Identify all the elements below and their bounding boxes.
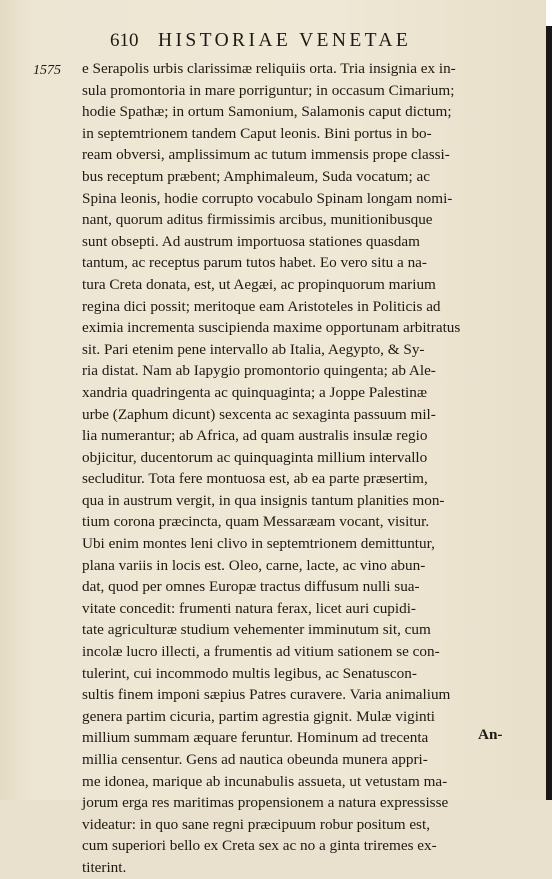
catchword: An- — [478, 726, 503, 743]
text-line: plana variis in locis est. Oleo, carne, lacte, ac vino abun- — [82, 556, 426, 574]
page-number: 610 — [110, 30, 139, 51]
text-line: urbe (Zaphum dicunt) sexcenta ac sexaginta passuum mil- — [82, 405, 436, 423]
text-line: tantum, ac receptus parum tutos habet. Eo vero situ a na- — [82, 254, 427, 272]
margin-year-note: 1575 — [33, 63, 61, 78]
text-line: ream obversi, amplissimum ac tutum immensis prope classi- — [82, 146, 450, 164]
text-line: genera partim cicuria, partim agrestia gignit. Mulæ viginti — [82, 707, 436, 725]
text-line: videatur: in quo sane regni præcipuum robur positum est, — [82, 815, 430, 833]
text-line: jorum erga res maritimas propensionem a natura expressisse — [82, 794, 449, 812]
text-line: hodie Spathæ; in ortum Samonium, Salamonis caput dictum; — [82, 103, 452, 121]
page-header — [110, 28, 530, 54]
page-edge-shadow — [546, 0, 552, 800]
text-line: titerint. — [82, 858, 127, 876]
text-line: dat, quod per omnes Europæ tractus diffusum nulli sua- — [82, 578, 420, 596]
text-line: ria distat. Nam ab Iapygio promontorio quingenta; ab Ale- — [82, 362, 436, 380]
text-line: tate agriculturæ studium vehementer imminutum sit, cum — [82, 621, 431, 639]
text-line: qua in austrum vergit, in qua insignis tantum planities mon- — [82, 491, 445, 509]
text-line: sunt obsepti. Ad austrum importuosa stationes quasdam — [82, 232, 420, 250]
text-line: Ubi enim montes leni clivo in septemtrionem demittuntur, — [82, 535, 435, 553]
text-line: me idonea, marique ab incunabulis assueta, ut vetustam ma- — [82, 772, 448, 790]
text-line: nant, quorum aditus firmissimis arcibus, munitionibusque — [82, 211, 433, 229]
body-text — [82, 58, 518, 879]
text-line: vitate concedit: frumenti natura ferax, licet auri cupidi- — [82, 599, 416, 617]
text-line: e Serapolis urbis clarissimæ reliquiis orta. Tria insignia ex in- — [82, 60, 456, 77]
page-edge-highlight — [546, 0, 552, 26]
text-line: bus receptum præbent; Amphimaleum, Suda vocatum; ac — [82, 167, 430, 185]
text-line: sit. Pari etenim pene intervallo ab Italia, Aegypto, & Sy- — [82, 340, 425, 358]
text-line: eximia incrementa suscipienda maxime opportunam arbitratus — [82, 319, 461, 337]
text-line: tium corona præcincta, quam Messaræam vocant, visitur. — [82, 513, 430, 531]
text-line: lia numerantur; ab Africa, ad quam australis insulæ regio — [82, 427, 428, 445]
text-line: secluditur. Tota fere montuosa est, ab ea parte præsertim, — [82, 470, 428, 488]
text-line: in septemtrionem tandem Caput leonis. Bini portus in bo- — [82, 124, 432, 142]
text-line: sultis finem imponi sæpius Patres curavere. Varia animalium — [82, 686, 451, 704]
text-line: regina dici possit; meritoque eam Aristoteles in Politicis ad — [82, 297, 441, 315]
text-line: Spina leonis, hodie corrupto vocabulo Spinam longam nomi- — [82, 189, 453, 207]
text-line: millium summam æquare feruntur. Hominum ad trecenta — [82, 729, 429, 747]
text-line: cum superiori bello ex Creta sex ac no a ginta triremes ex- — [82, 837, 437, 855]
text-line: objicitur, ducentorum ac quinquaginta millium intervallo — [82, 448, 428, 466]
text-line: sula promontoria in mare porriguntur; in occasum Cimarium; — [82, 81, 455, 99]
text-line: xandria quadringenta ac quinquaginta; a Joppe Palestinæ — [82, 383, 427, 401]
text-line: tura Creta donata, est, ut Aegæi, ac propinquorum marium — [82, 275, 436, 293]
text-line: incolæ lucro illecti, a frumentis ad vitium sationem se con- — [82, 643, 440, 661]
text-line: millia censentur. Gens ad nautica obeunda munera appri- — [82, 751, 428, 768]
text-line: tulerint, cui incommodo multis legibus, ac Senatuscon- — [82, 664, 417, 682]
running-title: HISTORIAE VENETAE — [158, 30, 412, 51]
